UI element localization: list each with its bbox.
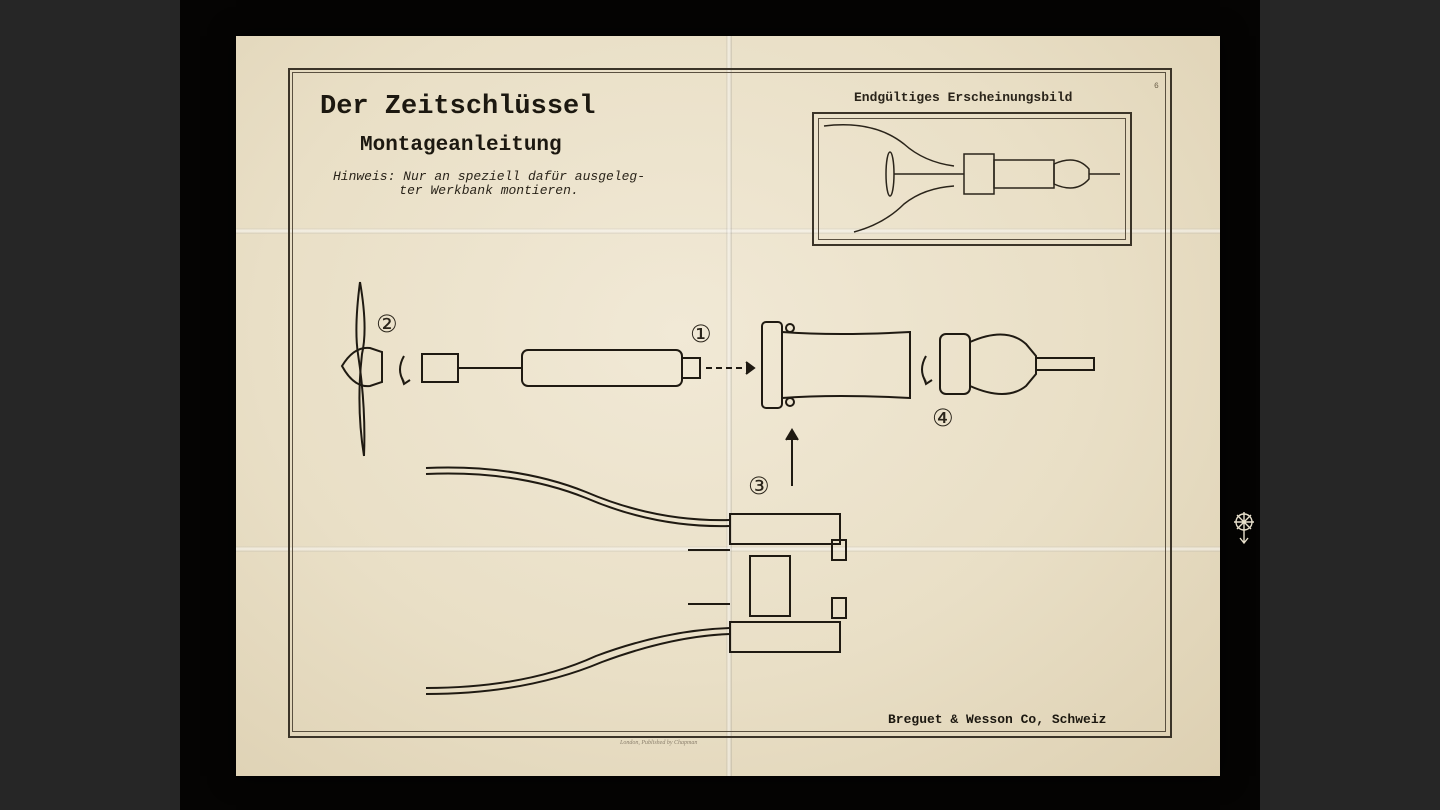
document-subtitle: Montageanleitung [360,134,562,157]
handle-frame-part [426,468,846,695]
page-number: 6 [1154,82,1159,91]
step-label-3: ③ [748,472,770,500]
imprint-text: London, Published by Chapman [620,740,698,746]
assembly-instructions-sheet [236,36,1220,776]
left-letterbox [0,0,180,810]
propeller-part [342,282,382,456]
step-label-2: ② [376,310,398,338]
assembly-note: Hinweis: Nur an speziell dafür ausgeleg- ter Werkbank montieren. [332,169,646,198]
body-part [762,322,910,408]
publisher-credit: Breguet & Wesson Co, Schweiz [888,712,1107,727]
step-label-1: ① [690,320,712,348]
shaft-part [422,350,700,386]
compass-icon[interactable] [1232,510,1256,551]
crown-part [940,334,1094,394]
exploded-assembly-diagram [236,36,1220,776]
step-label-4: ④ [932,404,954,432]
document-title: Der Zeitschlüssel [320,92,596,122]
final-appearance-label: Endgültiges Erscheinungsbild [854,90,1073,105]
right-letterbox [1260,0,1440,810]
